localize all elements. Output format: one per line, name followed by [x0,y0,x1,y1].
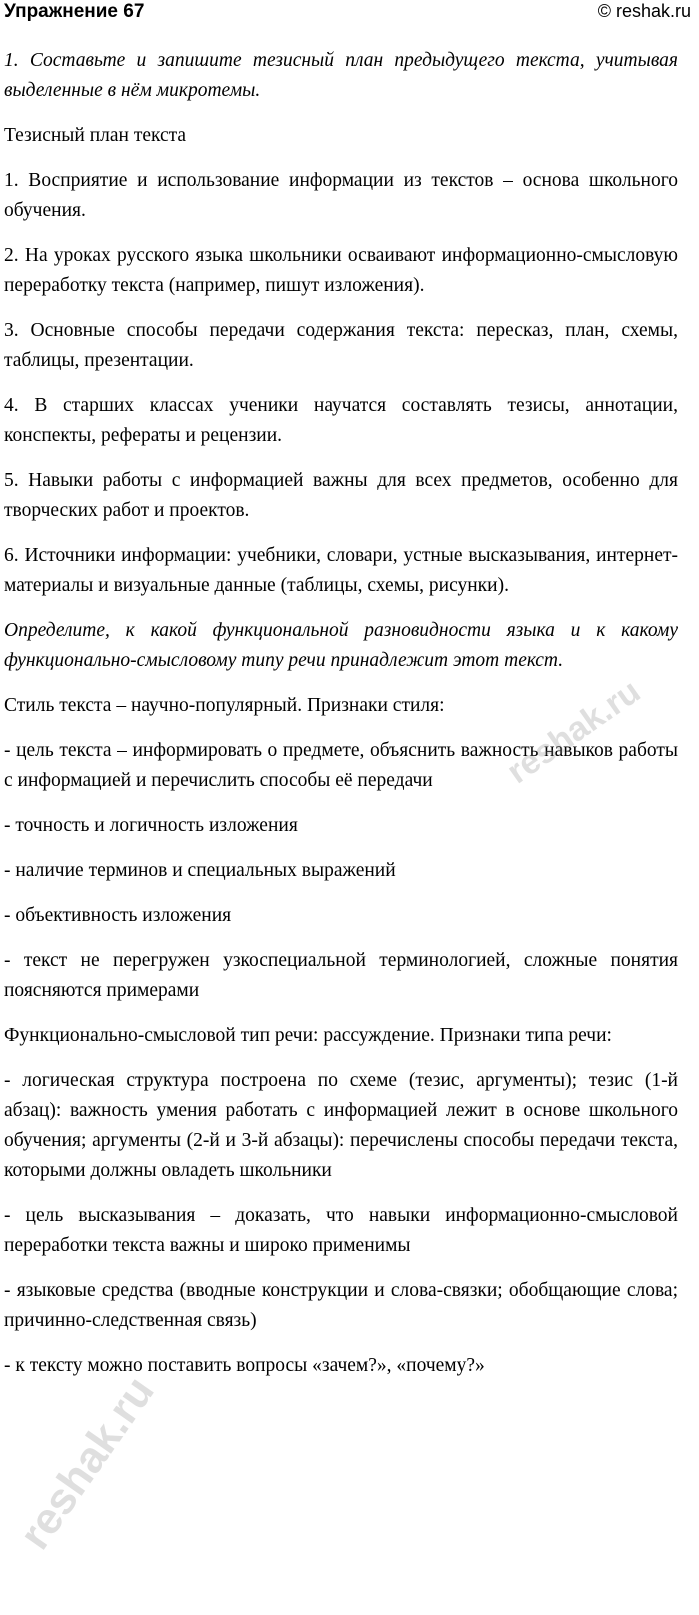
type-item: - цель высказывания – доказать, что навыки информационно-смысловой переработки текста важны и широко применимы [4,1205,678,1256]
exercise-title: Упражнение 67 [4,1,145,22]
style-item: - объективность изложения [4,905,232,926]
plan-item: 6. Источники информации: учебники, словари, устные высказывания, интернет-материалы и визуальные данные (таблицы, схемы, рисунки). [4,545,678,596]
plan-item: 2. На уроках русского языка школьники осваивают информационно-смысловую переработку текста (например, пишут изложения). [4,245,678,296]
type-intro: Функционально-смысловой тип речи: рассуждение. Признаки типа речи: [4,1025,612,1046]
plan-item: 4. В старших классах ученики научатся составлять тезисы, аннотации, конспекты, рефераты и рецензии. [4,395,678,446]
type-item: - логическая структура построена по схеме (тезис, аргументы); тезис (1-й абзац): важность умения работать с информацией лежит в основе школьного обучения; аргументы (2-й и 3-й абзацы): перечислены способы передачи текста, которыми должны овладеть школьники [4,1070,678,1181]
type-item: - к тексту можно поставить вопросы «зачем?», «почему?» [4,1355,485,1376]
header [4,1,691,29]
site-credit: © reshak.ru [597,1,691,21]
plan-title: Тезисный план текста [4,125,187,146]
plan-item: 5. Навыки работы с информацией важны для всех предметов, особенно для творческих работ и проектов. [4,470,678,521]
task-2: Определите, к какой функциональной разновидности языка и к какому функционально-смысловому типу речи принадлежит этот текст. [4,620,678,671]
style-intro: Стиль текста – научно-популярный. Признаки стиля: [4,695,445,716]
style-item: - точность и логичность изложения [4,815,298,836]
style-item: - наличие терминов и специальных выражений [4,860,396,881]
plan-item: 1. Восприятие и использование информации из текстов – основа школьного обучения. [4,170,678,221]
style-item: - текст не перегружен узкоспециальной терминологией, сложные понятия поясняются примерами [4,950,678,1001]
watermark: reshak.ru [500,672,648,792]
type-item: - языковые средства (вводные конструкции и слова-связки; обобщающие слова; причинно-следственная связь) [4,1280,678,1331]
watermark: reshak.ru [10,1367,164,1559]
plan-item: 3. Основные способы передачи содержания текста: пересказ, план, схемы, таблицы, презентации. [4,320,678,371]
task-1: 1. Составьте и запишите тезисный план предыдущего текста, учитывая выделенные в нём микротемы. [4,50,678,101]
style-item: - цель текста – информировать о предмете, объяснить важность навыков работы с информацией и перечислить способы её передачи [4,740,678,791]
content [4,46,678,1396]
